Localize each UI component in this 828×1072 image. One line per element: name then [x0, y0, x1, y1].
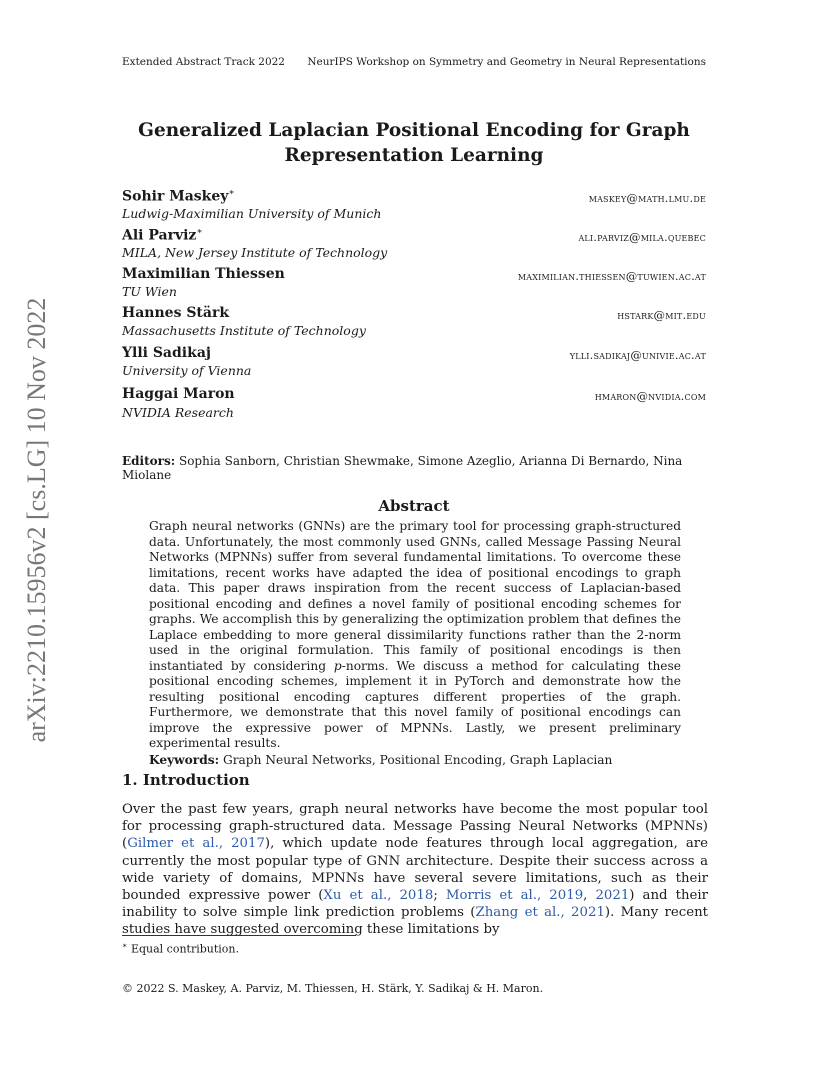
intro-paragraph: Over the past few years, graph neural networks have become the most popular tool for processing graph-structured data. Message Passing Neural Networks (MPNNs) (Gilmer et al., 2017), which update node features through local aggregation, are currently the most popular type of GNN architecture. Despite their success across a wide variety of domains, MPNNs have several severe limitations, such as their bounded expressive power (Xu et al., 2018; Morris et al., 2019, 2021) and their inability to solve simple link prediction problems (Zhang et al., 2021). Many recent studies have suggested overcoming these limitations by: [122, 802, 709, 938]
keywords-line: [149, 753, 681, 769]
citation-link[interactable]: Xu et al., 2018: [323, 888, 434, 904]
author-affiliation: Ludwig-Maximilian University of Munich: [122, 206, 382, 221]
author-name: Sohir Maskey∗: [122, 188, 235, 205]
editors-line: [122, 454, 722, 482]
running-header-right: NeurIPS Workshop on Symmetry and Geometry in Neural Representations: [307, 56, 706, 68]
author-affiliation: MILA, New Jersey Institute of Technology: [122, 245, 388, 260]
footnote-rule: [122, 935, 356, 936]
author-name: Maximilian Thiessen: [122, 266, 285, 282]
copyright-line: © 2022 S. Maskey, A. Parviz, M. Thiessen, H. Stärk, Y. Sadikaj & H. Maron.: [122, 982, 544, 995]
author-email[interactable]: ali.parviz@mila.quebec: [578, 230, 706, 244]
citation-link[interactable]: Zhang et al., 2021: [475, 905, 605, 921]
author-name: Hannes Stärk: [122, 305, 230, 321]
abstract-heading: Abstract: [378, 497, 450, 515]
arxiv-identifier: arXiv:2210.15956v2 [cs.LG] 10 Nov 2022: [22, 297, 51, 743]
author-name: Haggai Maron: [122, 386, 235, 402]
author-email[interactable]: maximilian.thiessen@tuwien.ac.at: [517, 269, 706, 283]
author-name: Ali Parviz∗: [122, 227, 203, 244]
paper-title: [110, 118, 718, 168]
keywords-label: Keywords:: [149, 752, 220, 767]
author-name: Ylli Sadikaj: [122, 345, 211, 361]
abstract-text: Graph neural networks (GNNs) are the primary tool for processing graph-structured data. Unfortunately, the most commonly used GNNs, called Message Passing Neural Networks (MPNNs) suffer from several fundamental limitations. To overcome these limitations, recent works have adapted the idea of positional encodings to graph data. This paper draws inspiration from the recent success of Laplacian-based positional encoding and defines a novel family of positional encoding schemes for graphs. We accomplish this by generalizing the optimization problem that defines the Laplace embedding to more general dissimilarity functions rather than the 2-norm used in the original formulation. This family of positional encodings is then instantiated by considering p-norms. We discuss a method for calculating these positional encoding schemes, implement it in PyTorch and demonstrate how the resulting positional encoding captures different properties of the graph. Furthermore, we demonstrate that this novel family of positional encodings can improve the expressive power of MPNNs. Lastly, we present preliminary experimental results.: [149, 519, 681, 750]
citation-link[interactable]: 2021: [595, 888, 630, 904]
author-email[interactable]: maskey@math.lmu.de: [588, 191, 706, 205]
citation-link[interactable]: Morris et al., 2019: [445, 888, 584, 904]
editors-label: Editors:: [122, 454, 176, 468]
author-affiliation: TU Wien: [122, 284, 177, 299]
title-line-1: Generalized Laplacian Positional Encoding for Graph: [138, 120, 690, 141]
arxiv-sidebar: [22, 280, 52, 760]
author-email[interactable]: hstark@mit.edu: [617, 308, 706, 322]
author-affiliation: Massachusetts Institute of Technology: [122, 323, 366, 338]
author-email[interactable]: hmaron@nvidia.com: [594, 389, 706, 403]
title-line-2: Representation Learning: [284, 145, 544, 166]
author-affiliation: NVIDIA Research: [122, 405, 234, 420]
author-email[interactable]: ylli.sadikaj@univie.ac.at: [569, 348, 706, 362]
author-affiliation: University of Vienna: [122, 363, 252, 378]
keywords: Graph Neural Networks, Positional Encoding, Graph Laplacian: [222, 752, 613, 767]
citation-link[interactable]: Gilmer et al., 2017: [127, 836, 265, 852]
section-heading: 1. Introduction: [122, 771, 250, 789]
editors-list: Sophia Sanborn, Christian Shewmake, Simone Azeglio, Arianna Di Bernardo, Nina Miolane: [122, 454, 683, 482]
abstract-body: [149, 519, 681, 768]
running-header-left: Extended Abstract Track 2022: [122, 56, 285, 68]
footnote: ∗ Equal contribution.: [122, 941, 239, 956]
